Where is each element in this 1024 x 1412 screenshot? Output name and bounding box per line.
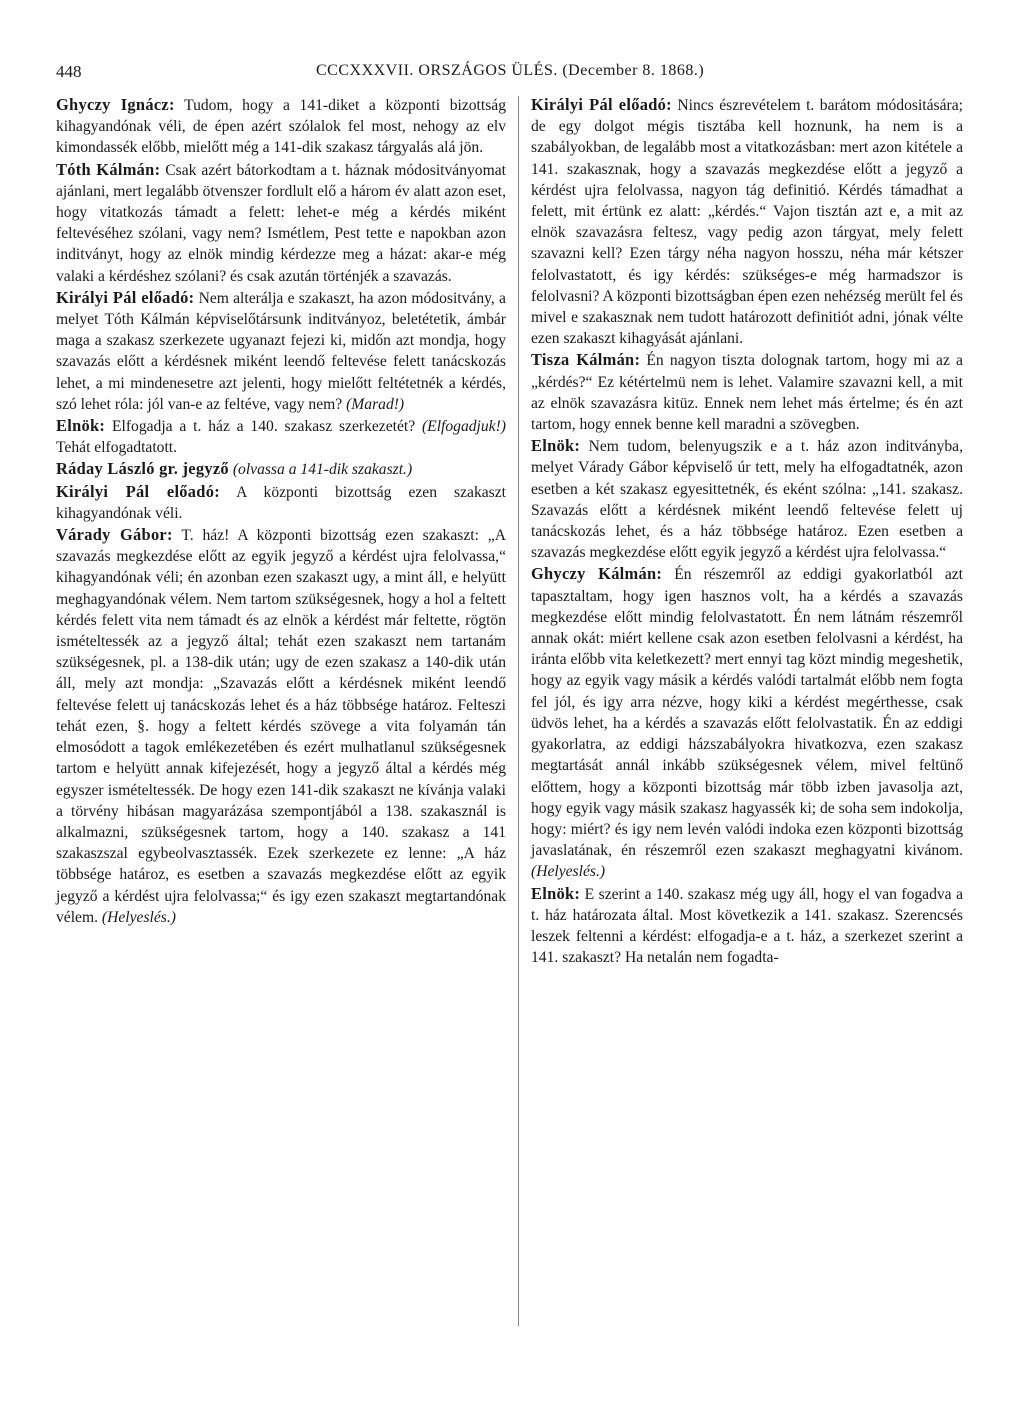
speaker-name: Királyi Pál előadó: bbox=[56, 287, 195, 307]
speaker-name: Tóth Kálmán: bbox=[56, 159, 161, 179]
right-column bbox=[531, 94, 963, 968]
speech-text: Nem tudom, belenyugszik e a t. ház azon inditványba, melyet Várady Gábor képviselő úr tett, mely ha elfogadtatnék, azon esetben a két szakasz egyesittetnék, és eként szólna: „141. szakasz. Szavazás előtt a kérdésnek miként leendő feltevése felett uj tanácskozás lehet, és a ház többsége határoz. Ezen esetben a szavazás megkezdése előtt egyik jegyző a kérdést ujra felolvassa.“ bbox=[531, 438, 963, 562]
speech-text: Nem alterálja e szakaszt, ha azon módositvány, a melyet Tóth Kálmán képviselőtársunk inditványoz, beletétetik, ámbár maga a szakasz szerkezete ugyanazt fejezi ki, midőn azt mondja, hogy szavazás előtt a kérdésnek miként leendő feltevése felett tanácskozás lehet, a mi mindenesetre azt jelenti, hogy mielőtt feltétetnék a kérdés, szó lehet róla: jól van-e az feltéve, vagy nem? bbox=[56, 289, 506, 413]
speech-text: E szerint a 140. szakasz még ugy áll, hogy el van fogadva a t. ház határozata által. Most következik a 141. szakasz. Szerencsés leszek feltenni a kérdést: elfogadja-e a t. ház, a szerkezet szerint a 141. szakaszt? Ha netalán nem fogadta- bbox=[531, 885, 963, 967]
paragraph bbox=[56, 481, 506, 524]
paragraph bbox=[531, 563, 963, 882]
speaker-name: Tisza Kálmán: bbox=[531, 350, 641, 370]
speaker-name: Várady Gábor: bbox=[56, 525, 173, 545]
speaker-name: Királyi Pál előadó: bbox=[531, 95, 672, 114]
paragraph bbox=[56, 94, 506, 159]
paragraph bbox=[531, 349, 963, 435]
paragraph bbox=[531, 435, 963, 563]
speech-text: Nincs észrevételem t. barátom módositására; de egy dolgot mégis tisztába kell hoznunk, ha nem is a szabályokban, de legalább most a vitatkozásban: mert azon kitétele a 141. szakasznak, hogy a szavazás megkezdése előtt a jegyző a kérdést ujra felolvassa, nagyon tág definitió. Kérdés támadhat a felett, mit értünk ez alatt: „kérdés.“ Vajon tisztán azt e, a mit az elnök szavazásra feltesz, vagy pedig azon tárgyat, mely felett szavazni kell? Ezen tárgy néha nagyon hosszu, néha már kétszer felolvastatott, és igy kérdés: szükséges-e még harmadszor is felolvasni? A központi bizottságban épen ezen nehézség merült fel és mivel e szakasznak nem tudott határozott definitiót adni, jónak vélte ezen szakaszt kihagyását ajánlani. bbox=[531, 97, 963, 348]
speaker-name: Elnök: bbox=[56, 416, 106, 436]
speech-text: Elfogadja a t. ház a 140. szakasz szerkezetét? bbox=[105, 418, 416, 436]
speaker-name: Ghyczy Kálmán: bbox=[531, 564, 663, 584]
paragraph bbox=[531, 94, 963, 349]
speaker-name: Ráday László gr. jegyző bbox=[56, 459, 229, 479]
reaction-note: (Marad!) bbox=[346, 395, 405, 413]
running-head: CCCXXXVII. ORSZÁGOS ÜLÉS. (December 8. 1868.) bbox=[316, 62, 705, 79]
speech-text: T. ház! A központi bizottság ezen szakaszt: „A szavazás megkezdése előtt az egyik jegyző a kérdést ujra felolvassa,“ kihagyandónak véli; én azonban ezen szakaszt ugy, a mint áll, e helyütt meghagyandónak vélem. Nem tartom szükségesnek, hogy a hol a feltett kérdés felett vita nem támadt és az elnök a kérdést már feltette, rögtön ismételtessék az a jegyző által; tehát ezen szakaszt nem tartanám szükségesnek, pl. a 138-dik után; ugy de ezen szakasz a 140-dik után áll, mely azt mondja: „Szavazás előtt a kérdésnek miként leendő feltevése felett uj tanácskozás lehet és a ház többsége határoz. Felteszi tehát ezen, §. hogy a feltett kérdés szövege a vita folyamán tán elmosódott a tagok emlékezetében és ezért mulhatlanul szükségesnek tartom e helyütt annak kifejezését, hogy a jegyző által a kérdés még egyszer ismételtessék. De hogy ezen 141-dik szakaszt ne kívánja valaki a törvény hibásan magyarázása szempontjából a 138. szakasznál is alkalmazni, szükségesnek tartom, hogy a 140. szakasz a 141 szakaszszal egybeolvasztassék. Ezek szerkezete ez lenne: „A ház többsége határoz, es esetben a szavazás megkezdése előtt az egyik jegyző a kérdést ujra felolvassa;“ és igy ezen szakaszt megtartandónak vélem. bbox=[56, 527, 506, 926]
speech-text: Én részemről az eddigi gyakorlatból azt tapasztaltam, hogy igen hasznos volt, ha a kérdés a szavazás megkezdése előtt mindig felolvastatott. Én nem látnám részemről annak okát: miért kellene csak azon esetben felolvasni a kérdést, ha iránta előbb vita keletkezett? mert ennyi tag közt mindig megeshetik, hogy az egyik vagy másik a kérdés valódi tartalmát előbb nem fogta fel jól, és igy arra nézve, hogy kiki a kérdést megérthesse, csak üdvös lehet, ha a kérdés a szavazás előtt felolvastatik. Én az eddigi gyakorlatra, az eddigi házszabályokra hivatkozva, ezen szakasz megtartását annál inkább szükségesnek vélem, mivel feltünő előttem, hogy a központi bizottság már több izben javasolja azt, hogy egyik vagy másik szakasz hagyassék ki; de soha sem indokolja, hogy: miért? és igy nem levén valódi indoka ezen központi bizottság javaslatának, én részemről ezen szakaszt meghagyatni kivánom. bbox=[531, 566, 963, 860]
paragraph bbox=[56, 287, 506, 415]
column-divider bbox=[518, 96, 519, 1326]
reaction-note: (Helyeslés.) bbox=[101, 908, 176, 926]
speech-text: Tehát elfogadtatott. bbox=[56, 439, 178, 457]
speaker-name: Elnök: bbox=[531, 436, 581, 456]
paragraph bbox=[56, 159, 506, 287]
paragraph bbox=[56, 415, 506, 458]
speaker-name: Királyi Pál előadó: bbox=[56, 481, 220, 501]
paragraph bbox=[56, 524, 506, 928]
speech-text: Tudom, hogy a 141-diket a központi bizottság kihagyandónak véli, de épen azért szólalok fel most, nehogy az elv kimondassék előbb, mielőtt még a 141-dik szakasz tárgyalás alá jön. bbox=[56, 97, 506, 157]
paragraph bbox=[531, 883, 963, 969]
speaker-name: Elnök: bbox=[531, 883, 581, 903]
reaction-note: (Elfogadjuk!) bbox=[421, 418, 506, 436]
left-column bbox=[56, 94, 506, 928]
page-header bbox=[56, 62, 968, 86]
speaker-name: Ghyczy Ignácz: bbox=[56, 95, 175, 114]
stage-direction: (olvassa a 141-dik szakaszt.) bbox=[232, 461, 413, 479]
speech-text: Csak azért bátorkodtam a t. háznak módositványomat ajánlani, mert legalább ötvenszer fordlult elő a három év alatt azon eset, hogy vitatkozás támadt a felett: lehet-e még a kérdés miként feltevéséhez szólani, vagy nem? Ismétlem, Pest tette e napokban azon inditványt, hogy az elnök mindig kérdezze meg a házat: akar-e még valaki a kérdéshez szólani? és csak azután történjék a szavazás. bbox=[56, 161, 506, 285]
speech-text: Én nagyon tiszta dolognak tartom, hogy mi az a „kérdés?“ Ez kétértelmü nem is lehet. Valamire szavazni kell, a mit az elnök szavazásra kitüz. Ennek nem lehet más értelme; és én azt tartom, hogy ennek benne kell maradni a szövegben. bbox=[531, 352, 963, 434]
speech-text: A központi bizottság ezen szakaszt kihagyandónak véli. bbox=[56, 483, 506, 522]
page-number: 448 bbox=[56, 62, 82, 81]
paragraph bbox=[56, 458, 506, 480]
reaction-note: (Helyeslés.) bbox=[531, 863, 606, 881]
